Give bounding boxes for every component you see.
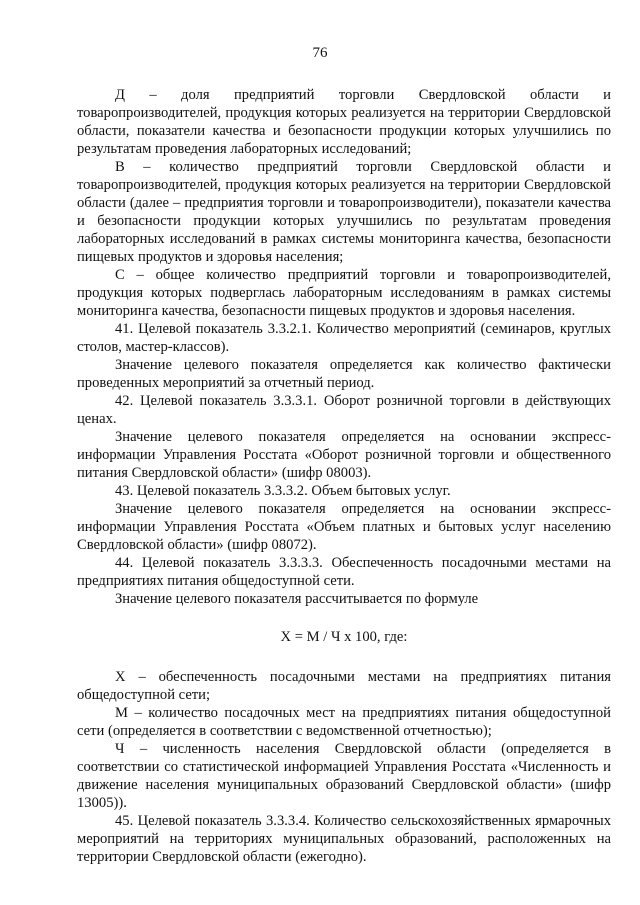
paragraph-indicator-45: 45. Целевой показатель 3.3.3.4. Количество сельскохозяйственных ярмарочных мероприятий на территориях муниципальных образований, расположенных на территории Свердловской области (ежегодно).	[77, 813, 611, 865]
page-number: 76	[312, 45, 328, 61]
paragraph-indicator-44-value: Значение целевого показателя рассчитывается по формуле	[115, 591, 479, 607]
paragraph-indicator-42: 42. Целевой показатель 3.3.3.1. Оборот розничной торговли в действующих ценах.	[77, 393, 611, 427]
paragraph-indicator-42-value: Значение целевого показателя определяется на основании экспресс-информации Управления Росстата «Оборот розничной торговли и общественного питания Свердловской области» (шифр 08003).	[77, 429, 611, 481]
paragraph-definition-m: М – количество посадочных мест на предприятиях питания общедоступной сети (определяется в соответствии с ведомственной отчетностью);	[77, 705, 611, 739]
document-body	[77, 86, 611, 866]
paragraph-indicator-43: 43. Целевой показатель 3.3.3.2. Объем бытовых услуг.	[115, 483, 451, 499]
paragraph-indicator-41-value: Значение целевого показателя определяется как количество фактически проведенных мероприятий за отчетный период.	[77, 357, 611, 391]
paragraph-definition-x: Х – обеспеченность посадочными местами на предприятиях питания общедоступной сети;	[77, 669, 611, 703]
paragraph-indicator-41: 41. Целевой показатель 3.3.2.1. Количество мероприятий (семинаров, круглых столов, мастер-классов).	[77, 321, 611, 355]
paragraph-definition-ch: Ч – численность населения Свердловской области (определяется в соответствии со статистической информацией Управления Росстата «Численность и движение населения муниципальных образований Свердловской области» (шифр 13005)).	[77, 741, 611, 811]
formula: Х = М / Ч х 100, где:	[280, 629, 408, 645]
paragraph-definition-d: Д – доля предприятий торговли Свердловской области и товаропроизводителей, продукция которых реализуется на территории Свердловской области, показатели качества и безопасности продукции которых улучшились по результатам проведения лабораторных исследований;	[77, 87, 611, 157]
paragraph-indicator-44: 44. Целевой показатель 3.3.3.3. Обеспеченность посадочными местами на предприятиях питания общедоступной сети.	[77, 555, 611, 589]
paragraph-definition-v: В – количество предприятий торговли Свердловской области и товаропроизводителей, продукция которых реализуется на территории Свердловской области (далее – предприятия торговли и товаропроизводители), показатели качества и безопасности продукции которых улучшились по результатам проведения лабораторных исследований в рамках системы мониторинга качества, безопасности пищевых продуктов и здоровья населения;	[77, 159, 611, 265]
paragraph-indicator-43-value: Значение целевого показателя определяется на основании экспресс-информации Управления Росстата «Объем платных и бытовых услуг населению Свердловской области» (шифр 08072).	[77, 501, 611, 553]
paragraph-definition-s: С – общее количество предприятий торговли и товаропроизводителей, продукция которых подверглась лабораторным исследованиям в рамках системы мониторинга качества, безопасности пищевых продуктов и здоровья населения.	[77, 267, 611, 319]
